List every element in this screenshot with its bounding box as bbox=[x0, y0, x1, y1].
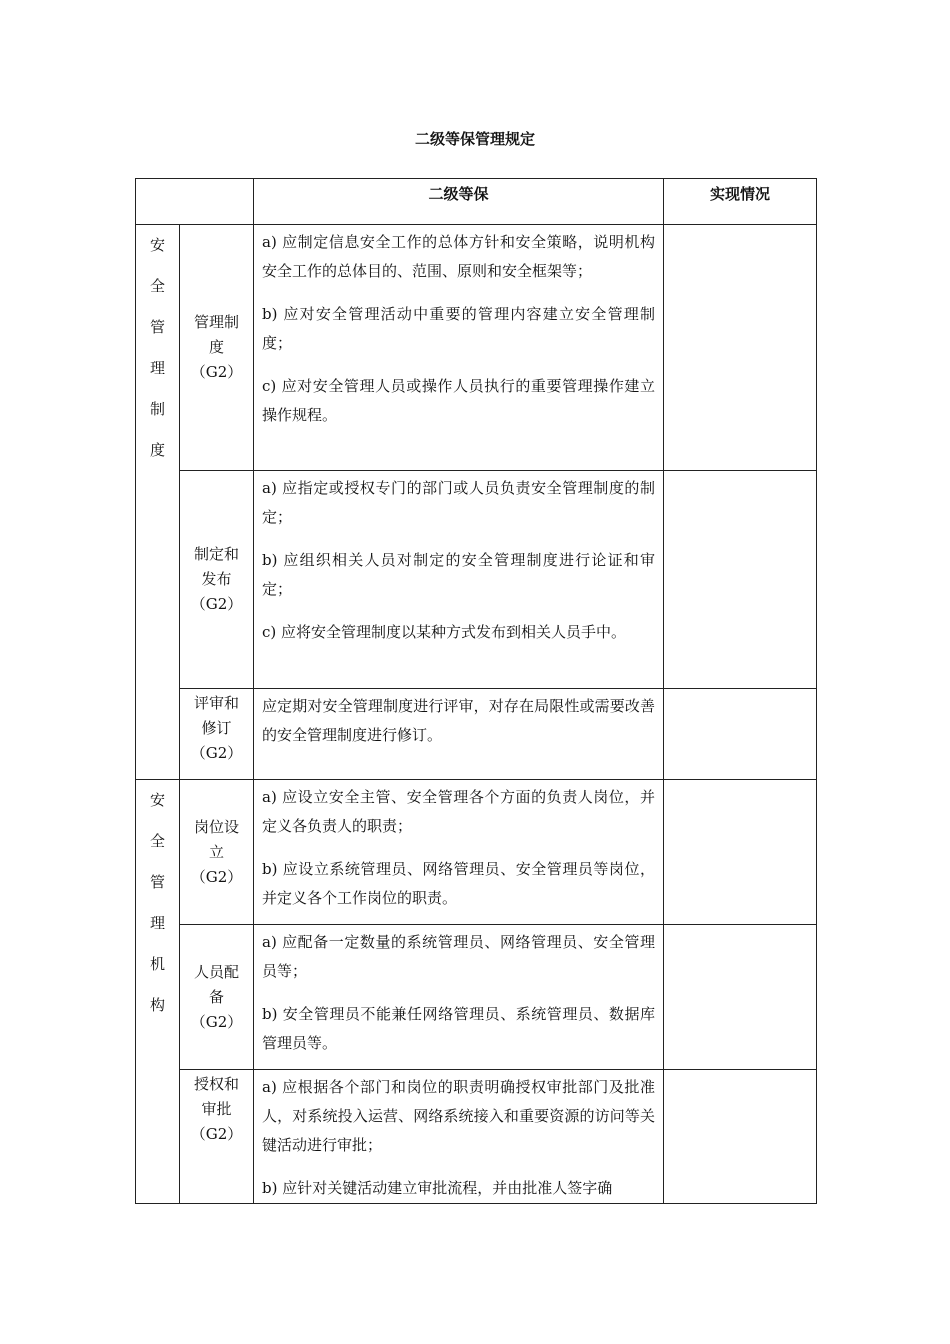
implementation-cell[interactable] bbox=[664, 471, 817, 689]
implementation-cell[interactable] bbox=[664, 925, 817, 1070]
header-level: 二级等保 bbox=[254, 179, 664, 225]
requirement-cell bbox=[254, 689, 664, 780]
table-row bbox=[136, 925, 817, 1070]
header-blank-cell bbox=[136, 179, 254, 225]
category-char: 理 bbox=[149, 359, 165, 377]
category-char: 安 bbox=[149, 791, 165, 809]
implementation-cell[interactable] bbox=[664, 689, 817, 780]
requirement-item: b) 安全管理员不能兼任网络管理员、系统管理员、数据库管理员等。 bbox=[262, 1005, 655, 1052]
requirements-table bbox=[135, 178, 817, 1204]
category-char: 度 bbox=[149, 441, 165, 459]
subcategory-cell: 授权和 审批 （G2） bbox=[180, 1070, 254, 1204]
requirement-item: c) 应对安全管理人员或操作人员执行的重要管理操作建立操作规程。 bbox=[262, 377, 655, 424]
requirement-cell bbox=[254, 471, 664, 689]
requirement-cell bbox=[254, 1070, 664, 1204]
requirement-cell bbox=[254, 925, 664, 1070]
requirement-cell bbox=[254, 780, 664, 925]
table-row bbox=[136, 689, 817, 780]
category-cell bbox=[136, 780, 180, 1204]
category-char: 全 bbox=[149, 832, 165, 850]
category-char: 管 bbox=[149, 873, 165, 891]
requirement-item: 应定期对安全管理制度进行评审，对存在局限性或需要改善的安全管理制度进行修订。 bbox=[262, 697, 655, 744]
table-row bbox=[136, 471, 817, 689]
category-char: 全 bbox=[149, 277, 165, 295]
subcategory-cell: 管理制 度 （G2） bbox=[180, 225, 254, 471]
requirement-item: a) 应配备一定数量的系统管理员、网络管理员、安全管理员等； bbox=[262, 933, 655, 980]
implementation-cell[interactable] bbox=[664, 1070, 817, 1204]
category-char: 理 bbox=[149, 914, 165, 932]
table-row bbox=[136, 780, 817, 925]
table-row bbox=[136, 225, 817, 471]
requirement-item: b) 应针对关键活动建立审批流程，并由批准人签字确 bbox=[262, 1179, 613, 1197]
subcategory-cell: 评审和 修订 （G2） bbox=[180, 689, 254, 780]
requirement-item: a) 应设立安全主管、安全管理各个方面的负责人岗位，并定义各负责人的职责； bbox=[262, 788, 655, 835]
requirement-item: a) 应制定信息安全工作的总体方针和安全策略，说明机构安全工作的总体目的、范围、原则和安全框架等； bbox=[262, 233, 655, 280]
requirement-item: b) 应对安全管理活动中重要的管理内容建立安全管理制度； bbox=[262, 305, 655, 352]
header-status: 实现情况 bbox=[664, 179, 817, 225]
requirement-item: b) 应组织相关人员对制定的安全管理制度进行论证和审定； bbox=[262, 551, 655, 598]
category-char: 安 bbox=[149, 236, 165, 254]
requirement-cell bbox=[254, 225, 664, 471]
category-char: 机 bbox=[149, 955, 165, 973]
requirement-item: a) 应根据各个部门和岗位的职责明确授权审批部门及批准人，对系统投入运营、网络系统接入和重要资源的访问等关键活动进行审批； bbox=[262, 1078, 655, 1154]
requirement-item: c) 应将安全管理制度以某种方式发布到相关人员手中。 bbox=[262, 623, 627, 641]
page-title: 二级等保管理规定 bbox=[414, 130, 535, 148]
table-header-row bbox=[136, 179, 817, 225]
subcategory-cell: 岗位设 立 （G2） bbox=[180, 780, 254, 925]
subcategory-cell: 人员配 备 （G2） bbox=[180, 925, 254, 1070]
category-char: 构 bbox=[149, 996, 165, 1014]
category-char: 制 bbox=[149, 400, 165, 418]
category-char: 管 bbox=[149, 318, 165, 336]
implementation-cell[interactable] bbox=[664, 225, 817, 471]
requirement-item: b) 应设立系统管理员、网络管理员、安全管理员等岗位，并定义各个工作岗位的职责。 bbox=[262, 860, 655, 907]
subcategory-cell: 制定和 发布 （G2） bbox=[180, 471, 254, 689]
table-row bbox=[136, 1070, 817, 1204]
implementation-cell[interactable] bbox=[664, 780, 817, 925]
requirement-item: a) 应指定或授权专门的部门或人员负责安全管理制度的制定； bbox=[262, 479, 655, 526]
category-cell bbox=[136, 225, 180, 780]
